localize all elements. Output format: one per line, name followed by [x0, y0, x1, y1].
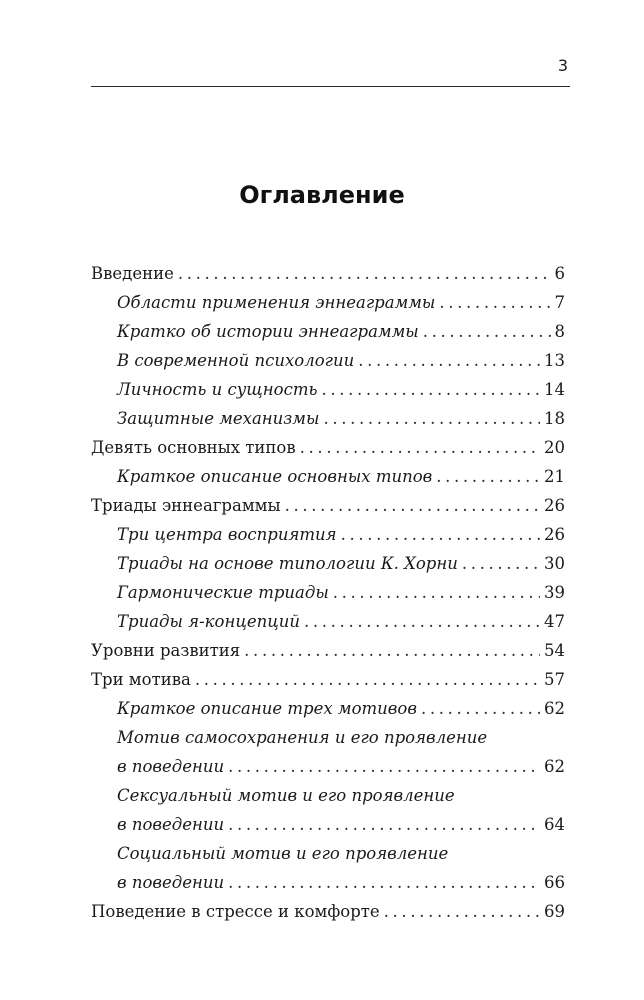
toc-subentry[interactable]	[91, 578, 565, 607]
toc-entry-page: 13	[544, 351, 565, 370]
toc-entry-label-continued: в поведении	[117, 873, 225, 892]
toc-entry-page: 18	[544, 409, 565, 428]
toc-entry-page: 39	[544, 583, 565, 602]
toc-entry-label: Три центра восприятия	[117, 525, 337, 544]
toc-entry[interactable]	[91, 259, 565, 288]
dot-leader	[300, 433, 540, 462]
toc-subentry[interactable]	[91, 317, 565, 346]
toc-entry[interactable]	[91, 665, 565, 694]
dot-leader	[244, 636, 540, 665]
dot-leader	[341, 520, 540, 549]
toc-entry-page: 7	[554, 293, 565, 312]
toc-entry-page: 6	[554, 264, 565, 283]
toc-entry-label: В современной психологии	[117, 351, 355, 370]
toc-entry-label: Мотив самосохранения и его проявление	[117, 728, 488, 747]
toc-entry-page: 54	[544, 641, 565, 660]
dot-leader	[423, 317, 551, 346]
toc-entry-label: Уровни развития	[91, 641, 241, 660]
toc-subentry-line2[interactable]	[91, 810, 565, 839]
toc-entry-page: 26	[544, 496, 565, 515]
toc-entry[interactable]	[91, 491, 565, 520]
toc-subentry-line1[interactable]	[91, 723, 565, 752]
toc-subentry[interactable]	[91, 694, 565, 723]
dot-leader	[358, 346, 540, 375]
toc-subentry[interactable]	[91, 346, 565, 375]
toc-entry-page: 69	[544, 902, 565, 921]
toc-entry-label: Гармонические триады	[117, 583, 329, 602]
toc-subentry[interactable]	[91, 549, 565, 578]
toc-entry-page: 8	[554, 322, 565, 341]
toc-subentry[interactable]	[91, 404, 565, 433]
toc-entry-page: 62	[544, 757, 565, 776]
dot-leader	[384, 897, 540, 926]
toc-entry-label: Триады эннеаграммы	[91, 496, 281, 515]
dot-leader	[323, 404, 540, 433]
dot-leader	[436, 462, 540, 491]
toc-subentry-line2[interactable]	[91, 752, 565, 781]
toc-entry-label: Введение	[91, 264, 174, 283]
toc-entry-page: 26	[544, 525, 565, 544]
toc-entry-page: 21	[544, 467, 565, 486]
toc-entry-label: Области применения эннеаграммы	[117, 293, 436, 312]
toc-entry-label: Личность и сущность	[117, 380, 318, 399]
toc-subentry[interactable]	[91, 607, 565, 636]
toc-entry-page: 57	[544, 670, 565, 689]
dot-leader	[462, 549, 540, 578]
dot-leader	[178, 259, 551, 288]
toc-entry-page: 47	[544, 612, 565, 631]
toc-entry-label: Сексуальный мотив и его проявление	[117, 786, 455, 805]
toc-entry-page: 30	[544, 554, 565, 573]
dot-leader	[228, 868, 540, 897]
page-number: 3	[557, 56, 568, 75]
toc-entry-label: Поведение в стрессе и комфорте	[91, 902, 380, 921]
toc-entry-label: Триады на основе типологии К. Хорни	[117, 554, 458, 573]
toc-entry-label: Девять основных типов	[91, 438, 296, 457]
toc-entry[interactable]	[91, 636, 565, 665]
toc-title: Оглавление	[239, 181, 405, 209]
toc-entry-label: Триады я-концепций	[117, 612, 300, 631]
toc-subentry-line2[interactable]	[91, 868, 565, 897]
toc-entry-page: 64	[544, 815, 565, 834]
toc-entry-page: 66	[544, 873, 565, 892]
toc-entry[interactable]	[91, 433, 565, 462]
toc-entry-label: Три мотива	[91, 670, 191, 689]
toc-entry-label: Кратко об истории эннеаграммы	[117, 322, 419, 341]
toc-subentry-line1[interactable]	[91, 781, 565, 810]
dot-leader	[228, 752, 540, 781]
toc-entry-label: Социальный мотив и его проявление	[117, 844, 449, 863]
toc-subentry[interactable]	[91, 520, 565, 549]
dot-leader	[321, 375, 540, 404]
toc-entry-label: Защитные механизмы	[117, 409, 320, 428]
dot-leader	[333, 578, 540, 607]
toc-entry-label: Краткое описание основных типов	[117, 467, 433, 486]
toc-entry-page: 62	[544, 699, 565, 718]
toc-entry-label-continued: в поведении	[117, 757, 225, 776]
toc-subentry[interactable]	[91, 462, 565, 491]
table-of-contents	[91, 259, 565, 926]
toc-entry[interactable]	[91, 897, 565, 926]
dot-leader	[195, 665, 540, 694]
toc-entry-label: Краткое описание трех мотивов	[117, 699, 417, 718]
dot-leader	[421, 694, 540, 723]
toc-subentry[interactable]	[91, 375, 565, 404]
dot-leader	[304, 607, 540, 636]
header-rule	[91, 86, 570, 87]
dot-leader	[228, 810, 540, 839]
dot-leader	[285, 491, 540, 520]
toc-subentry[interactable]	[91, 288, 565, 317]
toc-subentry-line1[interactable]	[91, 839, 565, 868]
toc-entry-page: 20	[544, 438, 565, 457]
dot-leader	[439, 288, 550, 317]
toc-entry-page: 14	[544, 380, 565, 399]
toc-entry-label-continued: в поведении	[117, 815, 225, 834]
